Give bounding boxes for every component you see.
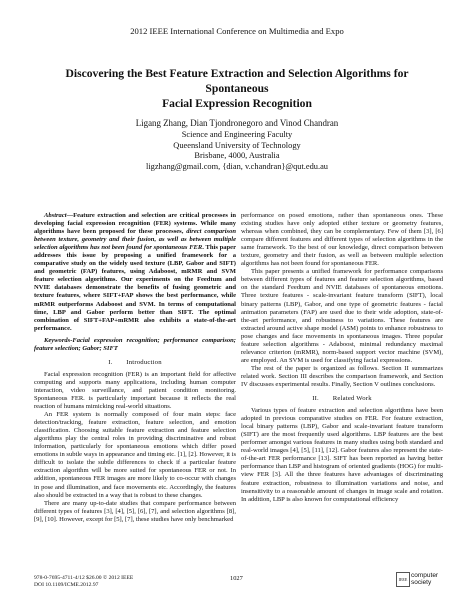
body-paragraph: The rest of the paper is organized as follows. Section II summarizes related work. Section III describes the comparison framework, and Section IV discusses experimental results. Finally, Section V outlines conclusions. — [241, 364, 443, 388]
body-paragraph: There are many up-to-date studies that compare performance between different types of features [3], [4], [5], [6], [7], and selection algorithms [8], [9], [10]. However, except for [5], [7], these studies have only benchmarked — [34, 499, 236, 523]
paper-title — [40, 66, 434, 111]
abstract — [34, 212, 236, 333]
body-paragraph: An FER system is normally composed of four main steps: face detection/tracking, feature extraction, feature selection, and emotion classification. Choosing suitable feature extraction and feature selection algorithms play the central roles in providing discriminative and robust information, particularly for spontaneous emotions which differ posed emotions in subtle ways in appearance and timing etc. [1], [2]. However, it is difficult to isolate the subtle differences to check if a particular feature extraction algorithm will be more suited for spontaneous FER or not. In addition, spontaneous FER images are more likely to co-occur with changes in pose and illumination, and face movements etc. Accordingly, the features also should be extracted in a way that is robust to these changes. — [34, 411, 236, 499]
paper-title-line-2: Facial Expression Recognition — [162, 97, 312, 110]
page-number: 1027 — [230, 575, 243, 582]
body-paragraph: Facial expression recognition (FER) is an important field for affective computing and supports many applications, including human computer interaction, video surveillance, and patient condition monitoring. Spontaneous FER. is particularly important because it reflects the real reaction of humans mimicking real-world situations. — [34, 370, 236, 411]
left-column — [34, 212, 236, 524]
section-heading-related-work: II. Related Work — [312, 395, 372, 403]
abstract-label: Abstract — [44, 212, 67, 219]
footer-isbn: 978-0-7695-4711-4/12 $26.00 © 2012 IEEE — [34, 575, 134, 581]
affiliation-line: Brisbane, 4000, Australia — [194, 151, 280, 161]
logo-text — [411, 573, 438, 586]
ieee-logo-icon: IEEE — [396, 572, 410, 587]
author-emails: ligzhang@gmail.com, {dian, v.chandran}@qut.edu.au — [146, 161, 328, 171]
computer-society-logo — [396, 572, 444, 590]
affiliation-line: Queensland University of Technology — [173, 140, 301, 150]
author-block — [0, 118, 474, 172]
abstract-text-part-2: . This paper addresses this issue by proposing a unified framework for a comparative study on the widely used texture (LBP, Gabor and SIFT) and geometric (FAP) features, using Adaboost, mRMR and SVM feature selection algorithms. Our experiments on the Feedtum and NVIE databases demonstrate the benefits of fusing geometric and texture features, where SIFT+FAP shows the best performance, while mRMR outperforms Adaboost and SVM. In terms of computational time, LBP and Gabor perform better than SIFT. The optimal combination of SIFT+FAP+mRMR also exhibits a state-of-the-art performance. — [34, 244, 236, 332]
logo-text-line-1: computer — [411, 572, 439, 579]
body-paragraph: This paper presents a unified framework for performance comparisons between different types of features and feature selection algorithms, based on the standard Feedtum and NVIE databases of spontaneous emotions. Three texture features - scale-invariant feature transform (SIFT), local binary patterns (LBP), Gabor, and one type of geometric features - facial animation parameters (FAP) are used due to their wide adoption, state-of-the-art performance, and robustness to variations. These features are extracted around active shape model (ASM) points to enhance robustness to pose changes and face movements in spontaneous images. Three popular feature selection algorithms - Adaboost, minimal redundancy maximal relevance criterion (mRMR), norm-based support vector machine (SVM), are employed. An SVM is used for classifying facial expressions. — [241, 268, 443, 364]
keywords: Keywords-Facial expression recognition; performance comparison; feature selection; Gabor; SIFT — [34, 336, 236, 352]
right-column — [241, 212, 443, 504]
abstract-text-part-1: —Feature extraction and selection are critical processes in developing facial expression recognition (FER) systems. While many algorithms have been proposed for these processes, — [34, 212, 236, 236]
logo-text-line-2: society — [411, 578, 432, 586]
body-paragraph: performance on posed emotions, rather than spontaneous ones. These existing studies have only adopted either texture or geometry features, whereas when combined, they can be complementary. Few of them [3], [6] compare different features and different types of selection algorithms in the same framework. To the best of our knowledge, direct comparison between texture, geometry and their fusion, as well as between multiple selection algorithms has not been found for spontaneous FER. — [241, 212, 443, 268]
conference-header: 2012 IEEE International Conference on Multimedia and Expo — [130, 26, 344, 36]
abstract-emphasis: direct comparison between texture, geometry and their fusion, as well as between multiple selection algorithms has not been found for spontaneous FER — [34, 228, 236, 252]
footer-publication-info — [34, 575, 133, 589]
author-names: Ligang Zhang, Dian Tjondronegoro and Vinod Chandran — [135, 118, 339, 128]
footer-doi: DOI 10.1109/ICME.2012.97 — [34, 582, 99, 588]
section-heading-introduction: I. Introduction — [108, 358, 162, 366]
body-paragraph: Various types of feature extraction and selection algorithms have been adopted in previous comparative studies on FER. For feature extraction, local binary patterns (LBP), Gabor and scale-invariant feature transform (SIFT) are the most frequently used algorithms. LBP features are the best performer amongst various features in many studies using both standard and real-world images [4], [5], [11], [12]. Gabor features also represent the state-of-the-art FER performance [13]. SIFT has been reported as having better performance than LBP and histogram of oriented gradients (HOG) for multi-view FER [3]. All the three features have advantages of discriminating feature extraction, robustness to illumination variations and noise, and insensitivity to a reasonable amount of changes in image scale and rotation. In addition, LBP is also known for computational efficiency — [241, 407, 443, 503]
affiliation-line: Science and Engineering Faculty — [181, 130, 293, 140]
paper-title-line-1: Discovering the Best Feature Extraction and Selection Algorithms for Spontaneous — [65, 67, 409, 95]
